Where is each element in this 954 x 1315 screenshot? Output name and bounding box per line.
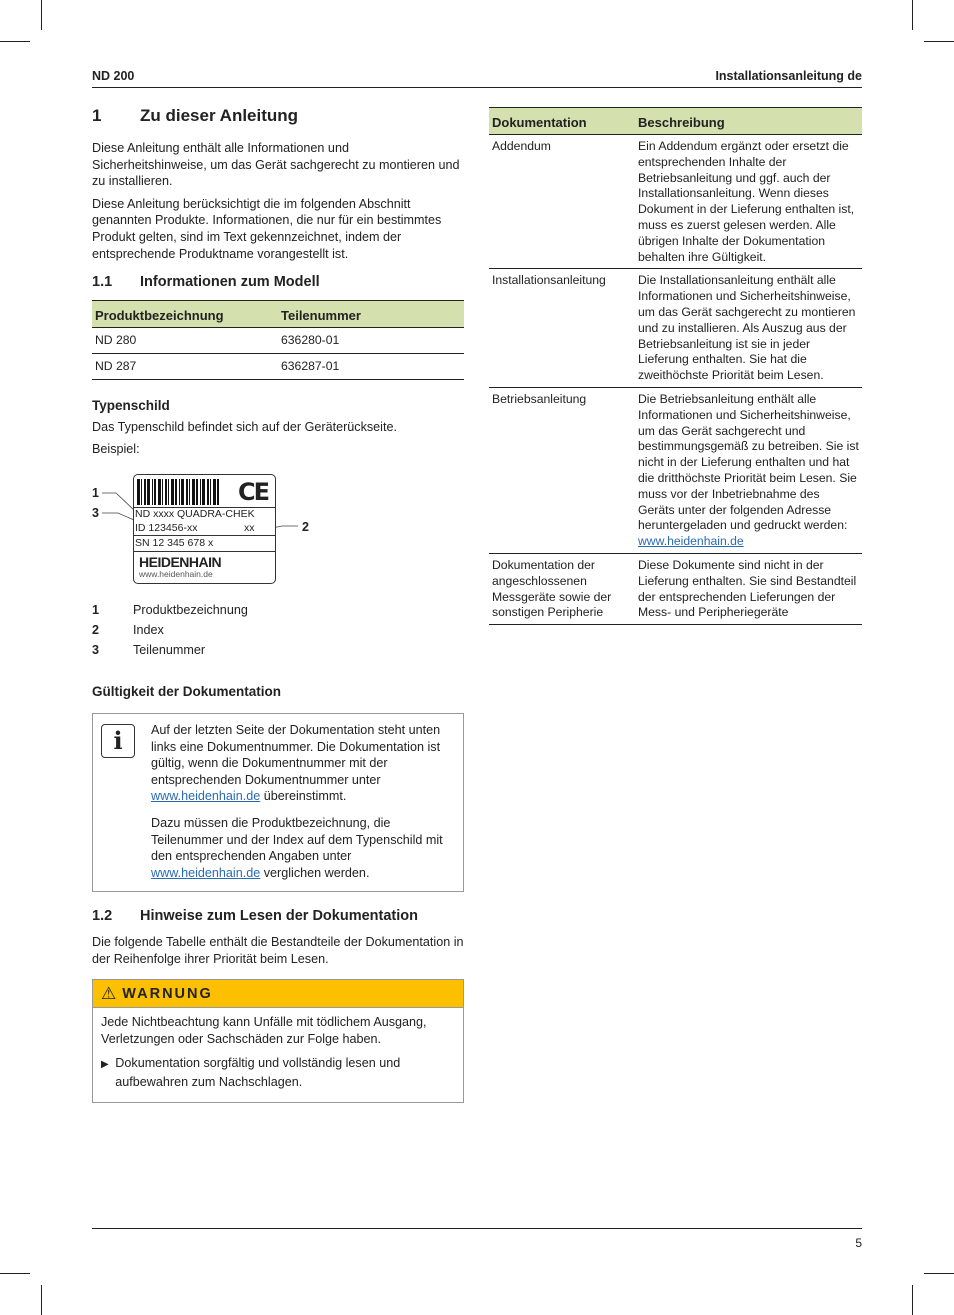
section-number: 1.1 — [92, 274, 113, 291]
doc-description — [635, 387, 862, 553]
table-header: Dokumentation — [489, 108, 635, 135]
section-1-2-heading — [92, 908, 464, 924]
note-text: Auf der letzten Seite der Dokumentation steht unten links eine Dokumentnummer. Die Dokumentation ist gültig, wenn die Dokumentnummer mit der entsprechenden Dokumentnummer unter — [151, 722, 441, 787]
table-header: Produktbezeichnung — [92, 301, 278, 328]
section-1-para-2: Diese Anleitung berücksichtigt die im folgenden Abschnitt genannten Produkte. Informationen, die nur für ein bestimmtes Produkt gelten, sind im Text gekennzeichnet, indem der entsprechende Produktname vorangestellt ist. — [92, 196, 442, 261]
plate-line-sn: SN 12 345 678 x — [135, 536, 214, 549]
plate-line-index: xx — [244, 521, 255, 534]
legend-text: Teilenummer — [133, 642, 206, 657]
arrow-bullet-icon: ▶ — [101, 1058, 109, 1070]
header-product: ND 200 — [92, 69, 135, 83]
crop-mark — [0, 41, 30, 42]
right-column — [489, 106, 862, 625]
plate-url: www.heidenhain.de — [139, 568, 213, 579]
section-1-1-heading — [92, 274, 464, 290]
legend-text: Index — [133, 622, 164, 637]
table-header: Teilenummer — [278, 301, 464, 328]
note-para-2 — [151, 815, 451, 881]
doc-description: Die Installationsanleitung enthält alle Informationen und Sicherheitshinweise, um das Gerät sachgerecht zu montieren und zu installieren. Als Auszug aus der Betriebsanleitung ist sie in jeder Lieferung enthalten. Sie hat die zweithöchste Priorität beim Lesen. — [635, 269, 862, 388]
gueltigkeit-heading: Gültigkeit der Dokumentation — [92, 683, 282, 699]
table-row — [489, 553, 862, 624]
ce-mark: CE — [238, 477, 269, 506]
warning-text: Jede Nichtbeachtung kann Unfälle mit tödlichem Ausgang, Verletzungen oder Sachschäden zur Folge haben. — [101, 1015, 427, 1047]
doc-description: Diese Dokumente sind nicht in der Lieferung enthalten. Sie sind Bestandteil der entsprechenden Lieferungen der Mess- und Peripheriegeräte — [635, 553, 862, 624]
page-header — [92, 69, 862, 88]
page-number: 5 — [855, 1236, 862, 1250]
table-row — [92, 328, 464, 354]
doc-description-text: Die Betriebsanleitung enthält alle Informationen und Sicherheitshinweise, um das Gerät sachgerecht und bestimmungsgemäß zu betreiben. Sie ist nicht in der Lieferung enthalten und hat die dritthöchste Priorität beim Lesen. Sie muss vor der Inbetriebnahme des Geräts unter der folgenden Adresse heruntergeladen und gedruckt werden: — [638, 391, 859, 533]
section-title: Hinweise zum Lesen der Dokumentation — [140, 908, 418, 925]
footer-rule — [92, 1228, 862, 1229]
crop-mark — [912, 1285, 913, 1315]
header-doc-title: Installationsanleitung de — [715, 69, 862, 83]
example-label: Beispiel: — [92, 442, 140, 457]
barcode — [137, 479, 231, 505]
crop-mark — [924, 41, 954, 42]
plate-divider — [134, 535, 275, 536]
doc-description: Ein Addendum ergänzt oder ersetzt die entsprechenden Inhalte der Betriebsanleitung und ggf. auch der Installationsanleitung. Wenn dieses Dokument in der Lieferung enthalten ist, muss es zuerst gelesen werden. Alle übrigen Inhalte der Dokumentation behalten ihre Gültigkeit. — [635, 135, 862, 269]
section-1-para-1: Diese Anleitung enthält alle Informationen und Sicherheitshinweise, um das Gerät sachgerecht zu montieren und zu installieren. — [92, 141, 460, 189]
warning-bar — [93, 980, 463, 1008]
model-table — [92, 300, 464, 380]
legend-text: Produktbezeichnung — [133, 602, 248, 617]
section-1-2-para: Die folgende Tabelle enthält die Bestandteile der Dokumentation in der Reihenfolge ihrer Priorität beim Lesen. — [92, 935, 464, 966]
legend-number: 1 — [92, 602, 100, 617]
plate-line-product: ND xxxx QUADRA-CHEK — [135, 507, 255, 520]
table-cell: ND 280 — [92, 328, 278, 354]
heidenhain-logo: HEIDENHAIN — [139, 553, 222, 570]
documentation-table — [489, 107, 862, 625]
section-title: Zu dieser Anleitung — [140, 106, 299, 125]
table-row — [489, 269, 862, 388]
callout-3: 3 — [92, 505, 99, 520]
crop-mark — [912, 0, 913, 30]
table-row — [92, 353, 464, 379]
typenschild-heading: Typenschild — [92, 397, 170, 413]
doc-name: Installationsanleitung — [489, 269, 635, 388]
info-icon: i — [101, 724, 135, 758]
table-row — [489, 387, 862, 553]
crop-mark — [0, 1273, 30, 1274]
info-note — [92, 713, 464, 892]
callout-2: 2 — [302, 519, 309, 534]
heidenhain-link[interactable]: www.heidenhain.de — [151, 865, 261, 880]
warning-instruction — [101, 1054, 455, 1092]
plate-divider — [134, 551, 275, 552]
note-text: verglichen werden. — [260, 865, 370, 880]
table-cell: ND 287 — [92, 353, 278, 379]
section-number: 1.2 — [92, 908, 113, 925]
type-plate-figure — [92, 466, 464, 596]
figure-legend — [92, 600, 464, 660]
legend-item — [92, 620, 464, 640]
legend-number: 3 — [92, 642, 100, 657]
instruction-text: Dokumentation sorgfältig und vollständig lesen und aufbewahren zum Nachschlagen. — [115, 1055, 401, 1089]
doc-name: Betriebsanleitung — [489, 387, 635, 553]
crop-mark — [41, 1285, 42, 1315]
callout-1: 1 — [92, 485, 99, 500]
warning-body — [93, 1008, 463, 1101]
table-header: Beschreibung — [635, 108, 862, 135]
heidenhain-link[interactable]: www.heidenhain.de — [638, 534, 744, 549]
crop-mark — [924, 1273, 954, 1274]
note-para-1 — [151, 722, 451, 805]
type-plate — [133, 474, 276, 584]
section-1-heading — [92, 106, 464, 126]
section-title: Informationen zum Modell — [140, 274, 320, 291]
legend-number: 2 — [92, 622, 100, 637]
heidenhain-link[interactable]: www.heidenhain.de — [151, 789, 261, 804]
warning-icon: ⚠ — [101, 983, 117, 1003]
note-text: Dazu müssen die Produktbezeichnung, die Teilenummer und der Index auf dem Typenschild mit den entsprechenden Angaben unter — [151, 815, 443, 864]
section-number: 1 — [92, 106, 102, 125]
plate-line-id: ID 123456-xx — [135, 521, 198, 534]
warning-label: WARNUNG — [122, 985, 213, 1002]
doc-name: Dokumentation der angeschlossenen Messgeräte sowie der sonstigen Peripherie — [489, 553, 635, 624]
legend-item — [92, 640, 464, 660]
typenschild-para: Das Typenschild befindet sich auf der Geräterückseite. — [92, 419, 397, 434]
legend-item — [92, 600, 464, 620]
doc-name: Addendum — [489, 135, 635, 269]
left-column — [92, 106, 464, 1103]
crop-mark — [41, 0, 42, 30]
table-row — [489, 135, 862, 269]
warning-box — [92, 979, 464, 1102]
note-text: übereinstimmt. — [260, 789, 347, 804]
table-cell: 636280-01 — [278, 328, 464, 354]
table-cell: 636287-01 — [278, 353, 464, 379]
